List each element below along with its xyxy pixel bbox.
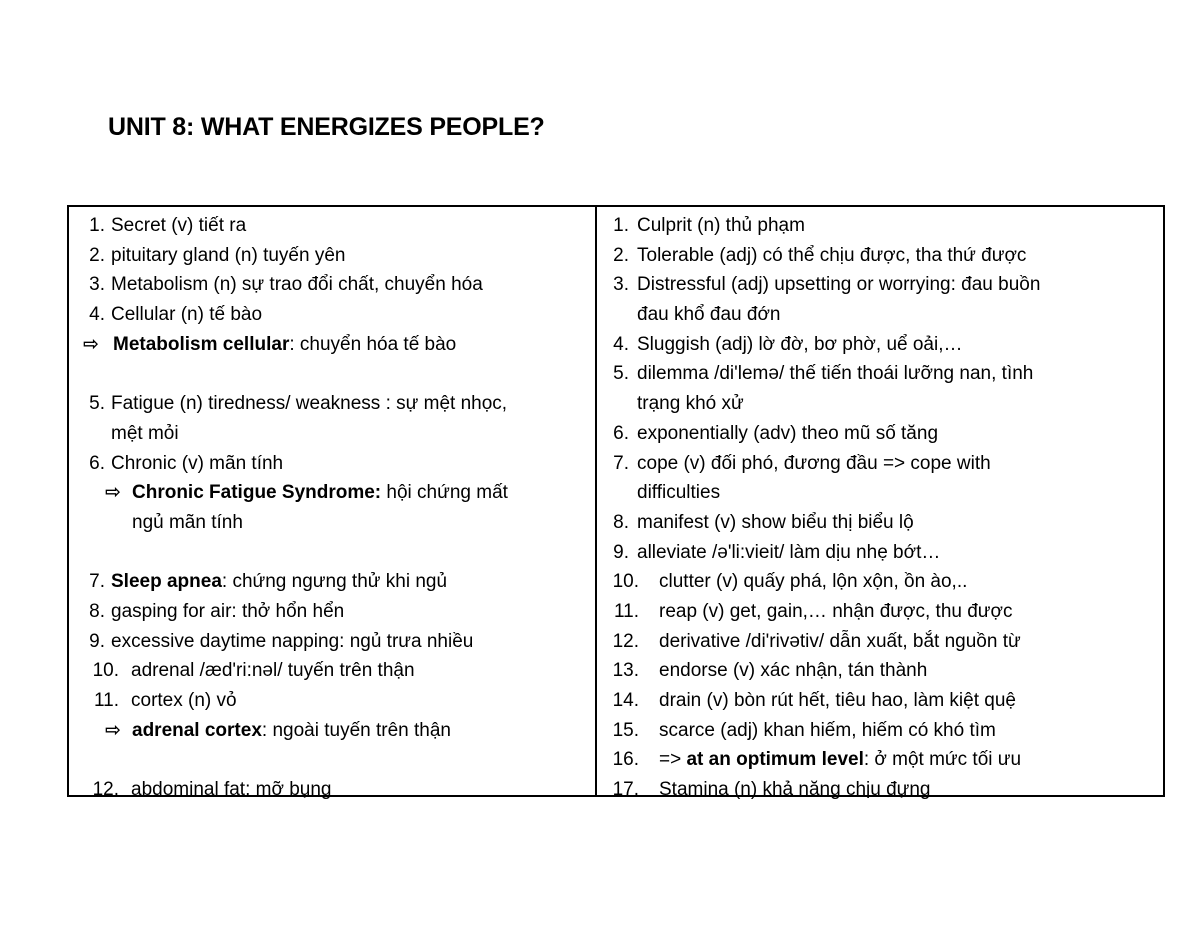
list-item [597, 419, 1163, 449]
item-number: 2. [89, 244, 105, 266]
item-number: 8. [613, 511, 629, 533]
list-item [597, 508, 1163, 538]
item-text [113, 330, 456, 360]
item-text: excessive daytime napping: ngủ trưa nhiều [111, 630, 474, 652]
list-item [69, 449, 595, 479]
list-item [69, 270, 595, 300]
item-text: cope (v) đối phó, đương đầu => cope with [637, 452, 991, 474]
item-text: Distressful (adj) upsetting or worrying: đau buồn [637, 274, 1041, 296]
item-number: 7. [89, 571, 105, 593]
arrow-right-icon: ⇨ [83, 333, 99, 355]
item-number: 11. [613, 600, 639, 622]
arrow-right-icon: ⇨ [105, 482, 121, 504]
item-number: 9. [613, 541, 629, 563]
item-text: reap (v) get, gain,… nhận được, thu được [659, 600, 1013, 622]
list-item-continuation [69, 508, 595, 538]
item-text: Stamina (n) khả năng chịu đựng [659, 779, 931, 801]
item-number: 5. [613, 363, 629, 385]
item-text: dilemma /di'lemə/ thế tiến thoái lưỡng nan, tình [637, 363, 1034, 385]
item-number: 16. [612, 749, 639, 771]
item-text [659, 745, 1021, 775]
list-item [597, 449, 1163, 479]
term-bold: adrenal cortex [132, 719, 262, 741]
item-text: exponentially (adv) theo mũ số tăng [637, 422, 939, 444]
item-text [132, 716, 451, 746]
item-text: Chronic (v) mãn tính [111, 452, 284, 474]
list-item [597, 330, 1163, 360]
list-item [597, 567, 1163, 597]
item-text: Culprit (n) thủ phạm [637, 215, 805, 236]
left-column [69, 207, 597, 801]
item-text: pituitary gland (n) tuyến yên [111, 244, 346, 266]
term-definition: : ngoài tuyến trên thận [261, 719, 451, 741]
item-number: 10. [612, 571, 639, 593]
list-item [69, 300, 595, 330]
item-number: 2. [613, 244, 629, 266]
item-number: 8. [89, 600, 105, 622]
item-number: 5. [89, 393, 105, 415]
item-text: clutter (v) quấy phá, lộn xộn, ồn ào,.. [659, 571, 968, 593]
page-title: UNIT 8: WHAT ENERGIZES PEOPLE? [108, 113, 545, 141]
list-item [69, 716, 595, 746]
item-text [132, 478, 508, 508]
list-item [597, 241, 1163, 271]
list-item [69, 478, 595, 508]
item-text: đau khổ đau đớn [637, 304, 781, 326]
list-item [597, 627, 1163, 657]
item-number: 4. [89, 304, 105, 326]
item-text: Sluggish (adj) lờ đờ, bơ phờ, uể oải,… [637, 333, 963, 355]
vocabulary-table [67, 205, 1165, 801]
term-definition: : chứng ngưng thử khi ngủ [221, 571, 448, 593]
term-definition: : ở một mức tối ưu [863, 749, 1022, 771]
item-number: 13. [612, 660, 639, 682]
list-item [69, 686, 595, 716]
item-text [111, 567, 447, 597]
item-text: endorse (v) xác nhận, tán thành [659, 660, 928, 682]
item-number: 17. [612, 779, 639, 801]
item-number: 12. [612, 630, 639, 652]
item-text: Secret (v) tiết ra [111, 215, 247, 236]
item-number: 11. [93, 690, 119, 711]
item-text: cortex (n) vỏ [131, 690, 237, 711]
item-text: abdominal fat: mỡ bụng [131, 779, 332, 801]
item-text: Tolerable (adj) có thể chịu được, tha thứ được [637, 244, 1027, 266]
item-number: 1. [89, 215, 105, 236]
item-number: 6. [89, 452, 105, 474]
list-item-continuation [597, 478, 1163, 508]
list-item [597, 775, 1163, 805]
item-number: 10. [92, 660, 119, 682]
item-number: 15. [612, 719, 639, 741]
list-item [597, 745, 1163, 775]
list-item [69, 389, 595, 419]
term-definition: hội chứng mất [381, 482, 508, 504]
list-item [597, 597, 1163, 627]
list-item [597, 359, 1163, 389]
item-number: 9. [89, 630, 105, 652]
item-number: 4. [613, 333, 629, 355]
item-number: 3. [89, 274, 105, 296]
list-item [597, 270, 1163, 300]
item-number: 6. [613, 422, 629, 444]
term-bold: Sleep apnea [111, 571, 222, 593]
item-text: difficulties [637, 482, 721, 504]
arrow-right-icon: ⇨ [105, 719, 121, 741]
list-item [597, 211, 1163, 241]
blank-line [69, 745, 595, 775]
item-text: ngủ mãn tính [132, 511, 243, 533]
list-item [597, 686, 1163, 716]
term-bold: Metabolism cellular [113, 333, 290, 355]
term-bold: at an optimum level [686, 749, 864, 771]
item-text: scarce (adj) khan hiếm, hiếm có khó tìm [659, 719, 996, 741]
right-column [597, 207, 1163, 801]
term-bold: Chronic Fatigue Syndrome: [132, 482, 382, 504]
list-item [69, 627, 595, 657]
term-definition: : chuyển hóa tế bào [289, 333, 457, 355]
blank-line [69, 359, 595, 389]
item-text: derivative /di'rivətiv/ dẫn xuất, bắt nguồn từ [659, 630, 1021, 652]
list-item [69, 211, 595, 241]
list-item [597, 716, 1163, 746]
item-number: 14. [612, 690, 639, 711]
item-text: mệt mỏi [111, 422, 179, 444]
list-item-continuation [69, 419, 595, 449]
item-text: Fatigue (n) tiredness/ weakness : sự mệt nhọc, [111, 393, 508, 415]
list-item [597, 538, 1163, 568]
item-text: gasping for air: thở hổn hển [111, 600, 345, 622]
list-item [69, 597, 595, 627]
item-number: 3. [613, 274, 629, 296]
item-text: manifest (v) show biểu thị biểu lộ [637, 511, 914, 533]
item-text: Metabolism (n) sự trao đổi chất, chuyển hóa [111, 274, 483, 296]
list-item [69, 567, 595, 597]
item-number: 7. [613, 452, 629, 474]
arrow-lead: => [659, 749, 687, 771]
item-text: drain (v) bòn rút hết, tiêu hao, làm kiệt quệ [659, 690, 1016, 711]
blank-line [69, 538, 595, 568]
list-item [69, 656, 595, 686]
list-item-continuation [597, 389, 1163, 419]
list-item [597, 656, 1163, 686]
list-item [69, 775, 595, 805]
item-text: trạng khó xử [637, 393, 744, 415]
item-number: 1. [613, 215, 629, 236]
list-item-continuation [597, 300, 1163, 330]
item-text: Cellular (n) tế bào [111, 304, 263, 326]
list-item [69, 241, 595, 271]
item-text: adrenal /æd'ri:nəl/ tuyến trên thận [131, 660, 415, 682]
list-item [69, 330, 595, 360]
item-text: alleviate /ə'li:vieit/ làm dịu nhẹ bớt… [637, 541, 941, 563]
item-number: 12. [92, 779, 119, 801]
